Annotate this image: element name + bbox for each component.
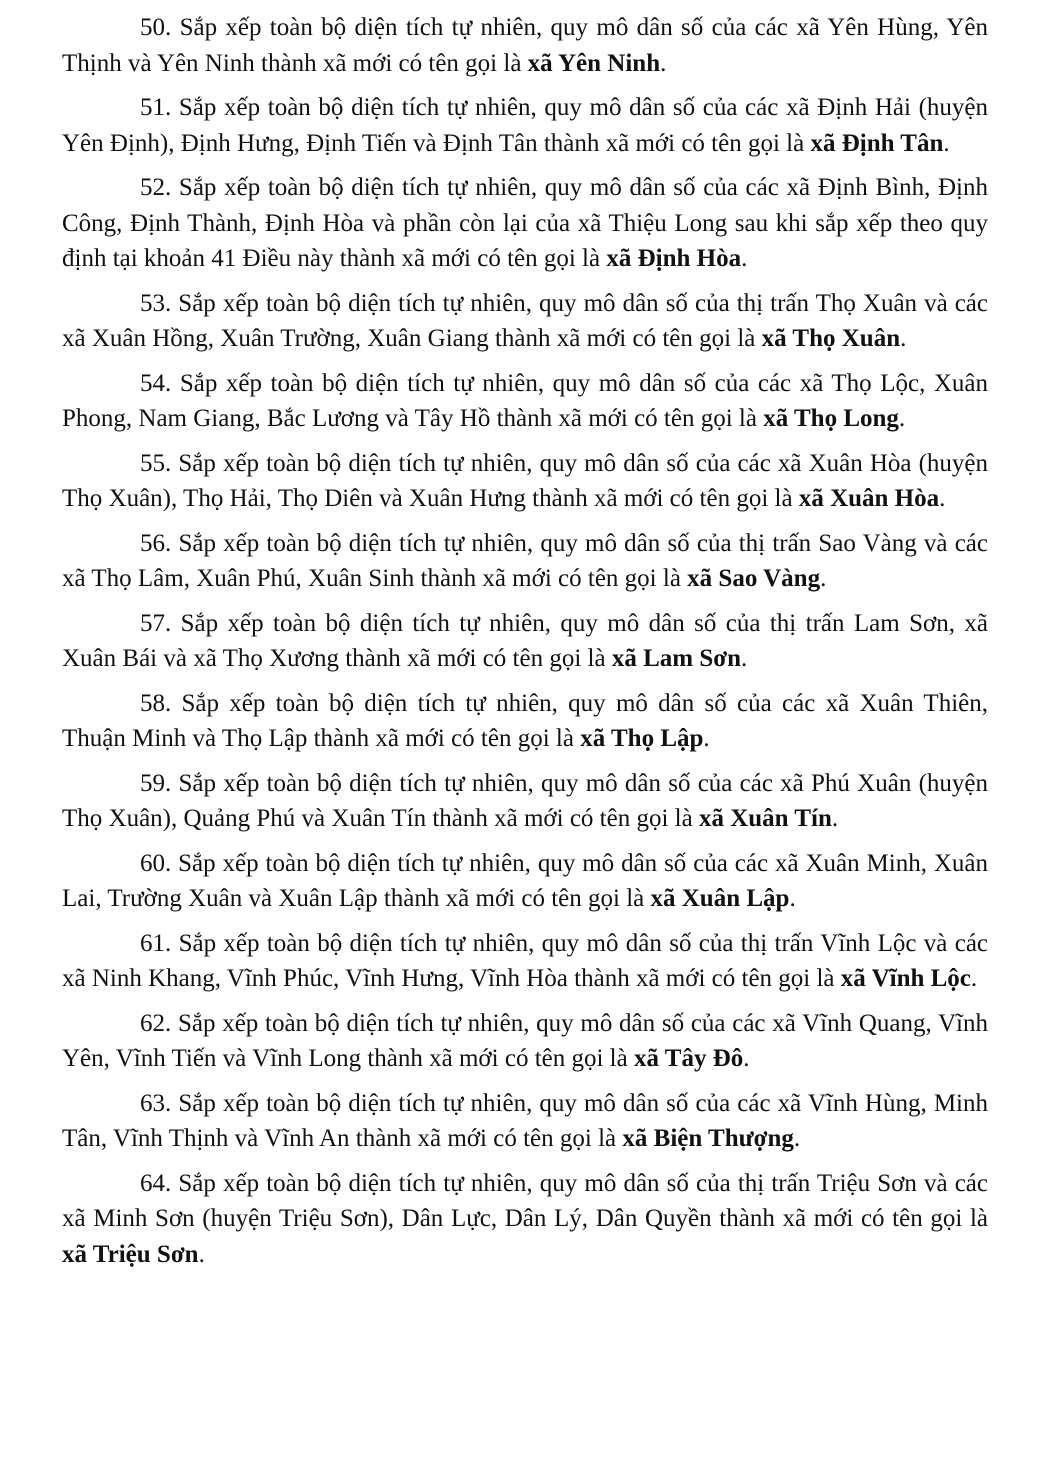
clause-number: 56.: [140, 529, 172, 557]
clause-number: 53.: [140, 289, 172, 317]
clause-62: [62, 1006, 988, 1077]
document-page: [62, 10, 988, 1281]
commune-name: xã Thọ Long: [763, 405, 899, 432]
clause-text: Sắp xếp toàn bộ diện tích tự nhiên, quy mô dân số của các xã Thọ Lộc, Xuân Phong, Nam Giang, Bắc Lương và Tây Hồ thành xã mới có tên gọi là: [62, 369, 989, 432]
clause-text: Sắp xếp toàn bộ diện tích tự nhiên, quy mô dân số của các xã Định Bình, Định Công, Định Thành, Định Hòa và phần còn lại của xã Thiệu Long sau khi sắp xếp theo quy định tại khoản 41 Điều này thành xã mới có tên gọi là: [62, 174, 988, 272]
clause-text: Sắp xếp toàn bộ diện tích tự nhiên, quy mô dân số của thị trấn Sao Vàng và các xã Thọ Lâm, Xuân Phú, Xuân Sinh thành xã mới có tên gọi là: [62, 529, 988, 592]
clause-64: [62, 1166, 988, 1273]
clause-number: 59.: [140, 769, 172, 797]
clause-60: [62, 846, 988, 917]
clause-number: 64.: [140, 1169, 172, 1197]
clause-50: [62, 10, 988, 81]
clause-53: [62, 286, 988, 357]
clause-end: .: [703, 725, 710, 752]
clause-end: .: [900, 325, 907, 352]
commune-name: xã Định Hòa: [606, 245, 742, 272]
clause-51: [62, 90, 988, 161]
clause-end: .: [743, 1045, 750, 1072]
commune-name: xã Tây Đô: [633, 1045, 744, 1072]
clause-55: [62, 446, 988, 517]
clause-text: Sắp xếp toàn bộ diện tích tự nhiên, quy mô dân số của các xã Phú Xuân (huyện Thọ Xuân), Quảng Phú và Xuân Tín thành xã mới có tên gọi là: [62, 769, 988, 832]
clause-57: [62, 606, 988, 677]
clause-text: Sắp xếp toàn bộ diện tích tự nhiên, quy mô dân số của các xã Xuân Hòa (huyện Thọ Xuân), Thọ Hải, Thọ Diên và Xuân Hưng thành xã mới có tên gọi là: [62, 449, 989, 512]
clause-text: Sắp xếp toàn bộ diện tích tự nhiên, quy mô dân số của các xã Yên Hùng, Yên Thịnh và Yên Ninh thành xã mới có tên gọi là: [62, 14, 989, 77]
clause-number: 51.: [140, 94, 172, 121]
clause-text: Sắp xếp toàn bộ diện tích tự nhiên, quy mô dân số của các xã Định Hải (huyện Yên Định), Định Hưng, Định Tiến và Định Tân thành xã mới có tên gọi là: [62, 94, 988, 157]
clause-text: Sắp xếp toàn bộ diện tích tự nhiên, quy mô dân số của thị trấn Lam Sơn, xã Xuân Bái và xã Thọ Xương thành xã mới có tên gọi là: [62, 609, 988, 672]
clause-end: .: [789, 885, 796, 912]
clause-54: [62, 366, 988, 437]
clause-number: 54.: [140, 369, 172, 397]
clause-end: .: [198, 1240, 205, 1268]
clause-number: 61.: [140, 929, 172, 957]
commune-name: xã Thọ Lập: [580, 725, 704, 752]
clause-text: Sắp xếp toàn bộ diện tích tự nhiên, quy mô dân số của các xã Xuân Minh, Xuân Lai, Trường Xuân và Xuân Lập thành xã mới có tên gọi là: [62, 849, 989, 912]
clause-end: .: [939, 485, 946, 512]
clause-number: 52.: [140, 174, 172, 201]
commune-name: xã Thọ Xuân: [761, 325, 901, 352]
clause-end: .: [660, 49, 667, 77]
clause-text: Sắp xếp toàn bộ diện tích tự nhiên, quy mô dân số của các xã Xuân Thiên, Thuận Minh và Thọ Lập thành xã mới có tên gọi là: [62, 689, 988, 752]
clause-end: .: [793, 1125, 801, 1152]
commune-name: xã Xuân Hòa: [798, 485, 940, 512]
clause-number: 58.: [140, 689, 172, 717]
commune-name: xã Xuân Lập: [650, 885, 790, 912]
clause-text: Sắp xếp toàn bộ diện tích tự nhiên, quy mô dân số của thị trấn Triệu Sơn và các xã Minh Sơn (huyện Triệu Sơn), Dân Lực, Dân Lý, Dân Quyền thành xã mới có tên gọi là: [62, 1169, 989, 1232]
clause-end: .: [741, 245, 748, 272]
commune-name: xã Lam Sơn: [611, 645, 741, 672]
clause-number: 55.: [140, 449, 172, 477]
clause-text: Sắp xếp toàn bộ diện tích tự nhiên, quy mô dân số của thị trấn Vĩnh Lộc và các xã Ninh Khang, Vĩnh Phúc, Vĩnh Hưng, Vĩnh Hòa thành xã mới có tên gọi là: [62, 929, 989, 992]
commune-name: xã Biện Thượng: [622, 1125, 794, 1152]
clause-end: .: [898, 405, 906, 432]
clause-59: [62, 766, 988, 837]
commune-name: xã Yên Ninh: [527, 49, 661, 77]
commune-name: xã Sao Vàng: [687, 565, 821, 592]
clause-number: 62.: [140, 1009, 172, 1037]
clause-58: [62, 686, 988, 757]
clause-number: 50.: [140, 14, 172, 41]
clause-63: [62, 1086, 988, 1157]
clause-end: .: [943, 129, 950, 157]
commune-name: xã Xuân Tín: [698, 805, 832, 832]
clause-text: Sắp xếp toàn bộ diện tích tự nhiên, quy mô dân số của các xã Vĩnh Hùng, Minh Tân, Vĩnh Thịnh và Vĩnh An thành xã mới có tên gọi là: [62, 1089, 988, 1152]
commune-name: xã Triệu Sơn: [62, 1240, 199, 1268]
clause-text: Sắp xếp toàn bộ diện tích tự nhiên, quy mô dân số của các xã Vĩnh Quang, Vĩnh Yên, Vĩnh Tiến và Vĩnh Long thành xã mới có tên gọi là: [62, 1009, 988, 1072]
clause-52: [62, 170, 988, 277]
clause-61: [62, 926, 988, 997]
clause-end: .: [741, 645, 748, 672]
clause-number: 63.: [140, 1089, 172, 1117]
clause-56: [62, 526, 988, 597]
clause-text: Sắp xếp toàn bộ diện tích tự nhiên, quy mô dân số của thị trấn Thọ Xuân và các xã Xuân Hồng, Xuân Trường, Xuân Giang thành xã mới có tên gọi là: [62, 289, 988, 352]
commune-name: xã Định Tân: [810, 129, 944, 157]
clause-number: 60.: [140, 849, 172, 877]
clause-end: .: [820, 565, 827, 592]
clause-number: 57.: [140, 609, 172, 637]
clause-end: .: [831, 805, 839, 832]
clause-end: .: [970, 965, 978, 992]
commune-name: xã Vĩnh Lộc: [840, 965, 971, 992]
